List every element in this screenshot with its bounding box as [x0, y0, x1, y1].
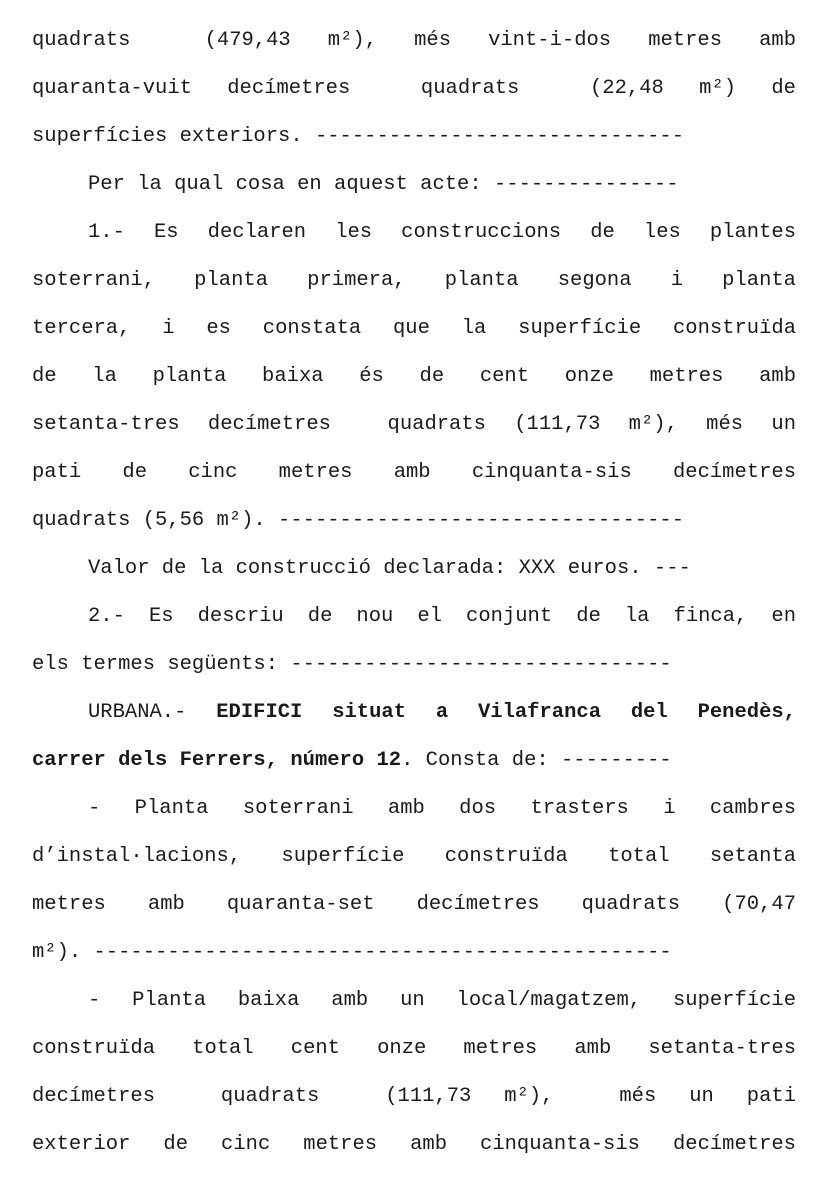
text-line: superfícies exteriors. ------------------------------ — [32, 125, 685, 148]
text-line: exterior de cinc metres amb cinquanta-sis decímetres — [32, 1133, 796, 1156]
text-line: de la planta baixa és de cent onze metres amb — [32, 365, 796, 388]
text-line: m²). ----------------------------------------------- — [32, 941, 672, 964]
text-line: d’instal·lacions, superfície construïda total setanta — [32, 845, 796, 868]
text-line: pati de cinc metres amb cinquanta-sis decímetres — [32, 461, 796, 484]
text-line: setanta-tres decímetres quadrats (111,73 m²), més un — [32, 413, 796, 436]
text-line: Per la qual cosa en aquest acte: --------------- — [88, 173, 679, 196]
text-line: - Planta soterrani amb dos trasters i cambres — [88, 797, 796, 820]
text-line: quadrats (5,56 m²). --------------------------------- — [32, 509, 685, 532]
text-line: els termes següents: ------------------------------- — [32, 653, 672, 676]
urbana-address-line — [32, 747, 796, 775]
text-line: Valor de la construcció declarada: XXX euros. --- — [88, 557, 691, 580]
text-line: quaranta-vuit decímetres quadrats (22,48 m²) de — [32, 77, 796, 100]
urbana-heading-line — [88, 699, 796, 727]
text-line: metres amb quaranta-set decímetres quadrats (70,47 — [32, 893, 796, 916]
text-line: soterrani, planta primera, planta segona i planta — [32, 269, 796, 292]
text-line: 2.- Es descriu de nou el conjunt de la finca, en — [88, 605, 796, 628]
text-line: construïda total cent onze metres amb setanta-tres — [32, 1037, 796, 1060]
text-line: tercera, i es constata que la superfície construïda — [32, 317, 796, 340]
consta-de-text: . Consta de: --------- — [401, 749, 672, 772]
property-title-line1: EDIFICI situat a Vilafranca del Penedès, — [216, 701, 796, 724]
text-line: quadrats (479,43 m²), més vint-i-dos metres amb — [32, 29, 796, 52]
text-line: 1.- Es declaren les construccions de les plantes — [88, 221, 796, 244]
property-title-line2: carrer dels Ferrers, número 12 — [32, 749, 402, 772]
urbana-label: URBANA.- — [88, 701, 217, 724]
text-line: - Planta baixa amb un local/magatzem, superfície — [88, 989, 796, 1012]
text-line: decímetres quadrats (111,73 m²), més un pati — [32, 1085, 796, 1108]
